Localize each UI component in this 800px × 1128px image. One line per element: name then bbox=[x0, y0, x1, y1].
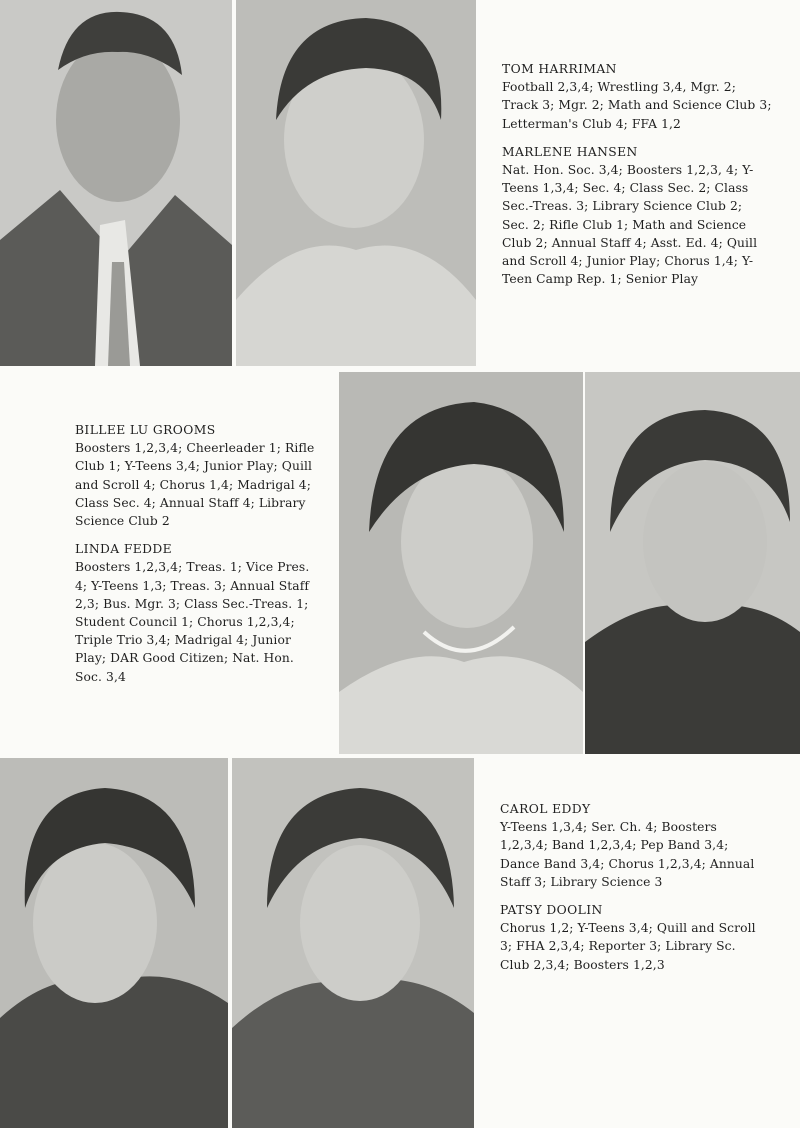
bio-column-top bbox=[502, 60, 772, 298]
student-name: CAROL EDDY bbox=[500, 802, 591, 816]
portrait-photo-carol-eddy bbox=[0, 758, 228, 1128]
student-name: LINDA FEDDE bbox=[75, 542, 173, 557]
student-entry bbox=[500, 800, 768, 891]
student-entry bbox=[500, 901, 768, 974]
student-entry bbox=[502, 60, 772, 133]
portrait-photo-patsy-doolin bbox=[232, 758, 474, 1128]
student-activities: Boosters 1,2,3,4; Cheerleader 1; Rifle Club 1; Y-Teens 3,4; Junior Play; Quill and Scroll 4; Chorus 1,4; Madrigal 4; Class Sec. 4; Annual Staff 4; Library Science Club 2 bbox=[75, 441, 315, 529]
student-entry bbox=[75, 540, 323, 686]
portrait-photo-linda-fedde bbox=[585, 372, 800, 754]
student-activities: Y-Teens 1,3,4; Ser. Ch. 4; Boosters 1,2,3,4; Band 1,2,3,4; Pep Band 3,4; Dance Band 3,4; Chorus 1,2,3,4; Annual Staff 3; Library Science 3 bbox=[500, 820, 755, 889]
portrait-photo-billee-lu-grooms bbox=[339, 372, 583, 754]
portrait-photo-marlene-hansen bbox=[236, 0, 476, 366]
student-name: MARLENE HANSEN bbox=[502, 144, 638, 159]
student-name: BILLEE LU GROOMS bbox=[75, 423, 216, 437]
bio-column-middle bbox=[75, 421, 323, 696]
student-activities: Chorus 1,2; Y-Teens 3,4; Quill and Scroll 3; FHA 2,3,4; Reporter 3; Library Sc. Club 2,3,4; Boosters 1,2,3 bbox=[500, 921, 756, 972]
bio-column-bottom bbox=[500, 800, 768, 984]
student-name: TOM HARRIMAN bbox=[502, 62, 617, 76]
student-activities: Football 2,3,4; Wrestling 3,4, Mgr. 2; Track 3; Mgr. 2; Math and Science Club 3; Letterman's Club 4; FFA 1,2 bbox=[502, 80, 772, 131]
student-activities: Nat. Hon. Soc. 3,4; Boosters 1,2,3, 4; Y-Teens 1,3,4; Sec. 4; Class Sec. 2; Class Sec.-Treas. 3; Library Science Club 2; Sec. 2; Rifle Club 1; Math and Science Club 2; Annual Staff 4; Asst. Ed. 4; Quill and Scroll 4; Junior Play; Chorus 1,4; Y-Teen Camp Rep. 1; Senior Play bbox=[502, 163, 758, 287]
student-name: PATSY DOOLIN bbox=[500, 903, 603, 918]
student-entry bbox=[75, 421, 323, 530]
student-entry bbox=[502, 143, 772, 289]
portrait-photo-tom-harriman bbox=[0, 0, 232, 366]
student-activities: Boosters 1,2,3,4; Treas. 1; Vice Pres. 4; Y-Teens 1,3; Treas. 3; Annual Staff 2,3; Bus. Mgr. 3; Class Sec.-Treas. 1; Student Council 1; Chorus 1,2,3,4; Triple Trio 3,4; Madrigal 4; Junior Play; DAR Good Citizen; Nat. Hon. Soc. 3,4 bbox=[75, 560, 310, 684]
